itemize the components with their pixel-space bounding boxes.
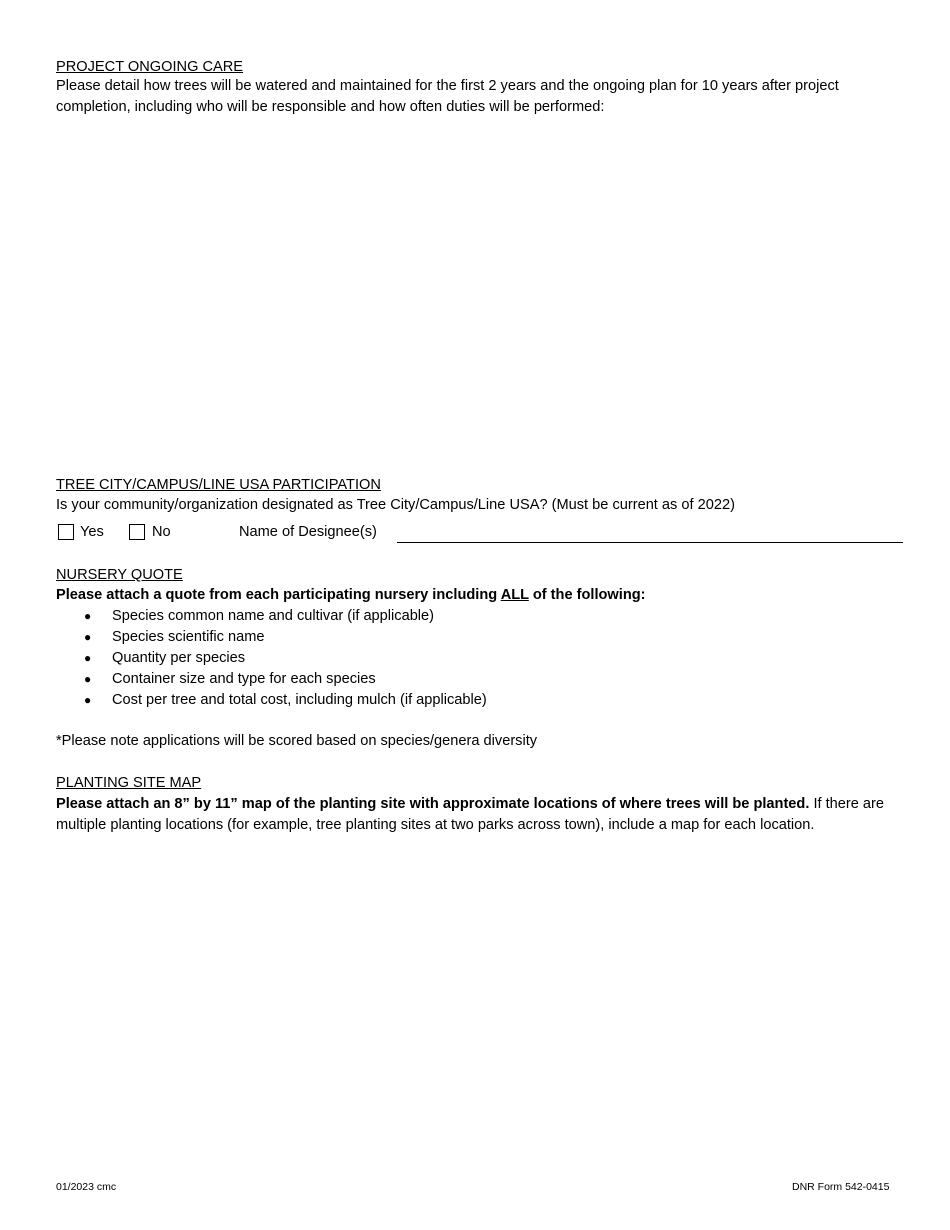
footer-form-number: DNR Form 542-0415	[792, 1181, 890, 1193]
list-item-text: Cost per tree and total cost, including mulch (if applicable)	[112, 692, 487, 708]
nursery-quote-heading: NURSERY QUOTE	[56, 567, 183, 583]
bullet-icon: ●	[84, 630, 92, 644]
nursery-instruction-end: of the following:	[528, 587, 646, 603]
ongoing-care-prompt: Please detail how trees will be watered and maintained for the first 2 years and the ongoing plan for 10 years after project completion, including who will be responsible and how often duties will be performed:	[56, 78, 839, 115]
bullet-icon: ●	[84, 609, 92, 623]
list-item-text: Container size and type for each species	[112, 671, 376, 687]
ongoing-care-answer-area[interactable]	[56, 120, 906, 465]
map-instruction-bold: Please attach an 8” by 11” map of the planting site with approximate locations of where trees will be planted.	[56, 796, 810, 812]
tree-city-heading: TREE CITY/CAMPUS/LINE USA PARTICIPATION	[56, 477, 381, 493]
planting-site-map-heading: PLANTING SITE MAP	[56, 775, 202, 791]
nursery-instruction-start: Please attach a quote from each participating nursery including	[56, 587, 501, 603]
bullet-icon: ●	[84, 651, 92, 665]
list-item-text: Species common name and cultivar (if applicable)	[112, 608, 435, 624]
planting-site-map-instruction	[56, 794, 906, 835]
yes-checkbox[interactable]	[58, 524, 74, 540]
nursery-quote-instruction	[56, 585, 646, 606]
no-label: No	[152, 524, 171, 540]
nursery-instruction-emphasis: ALL	[500, 587, 529, 603]
tree-city-question: Is your community/organization designated as Tree City/Campus/Line USA? (Must be current as of 2022)	[56, 497, 735, 513]
no-checkbox[interactable]	[129, 524, 145, 540]
list-item-text: Quantity per species	[112, 650, 246, 666]
footer-date: 01/2023 cmc	[56, 1181, 117, 1193]
yes-label: Yes	[80, 524, 104, 540]
designee-label: Name of Designee(s)	[239, 524, 377, 540]
designee-input[interactable]	[397, 524, 903, 543]
ongoing-care-heading: PROJECT ONGOING CARE	[56, 59, 244, 75]
map-instruction-rest: If there are multiple planting locations (for example, tree planting sites at two parks across town), include a map for each location.	[56, 796, 885, 833]
bullet-icon: ●	[84, 693, 92, 707]
list-item-text: Species scientific name	[112, 629, 265, 645]
bullet-icon: ●	[84, 672, 92, 686]
diversity-note: *Please note applications will be scored based on species/genera diversity	[56, 733, 538, 749]
